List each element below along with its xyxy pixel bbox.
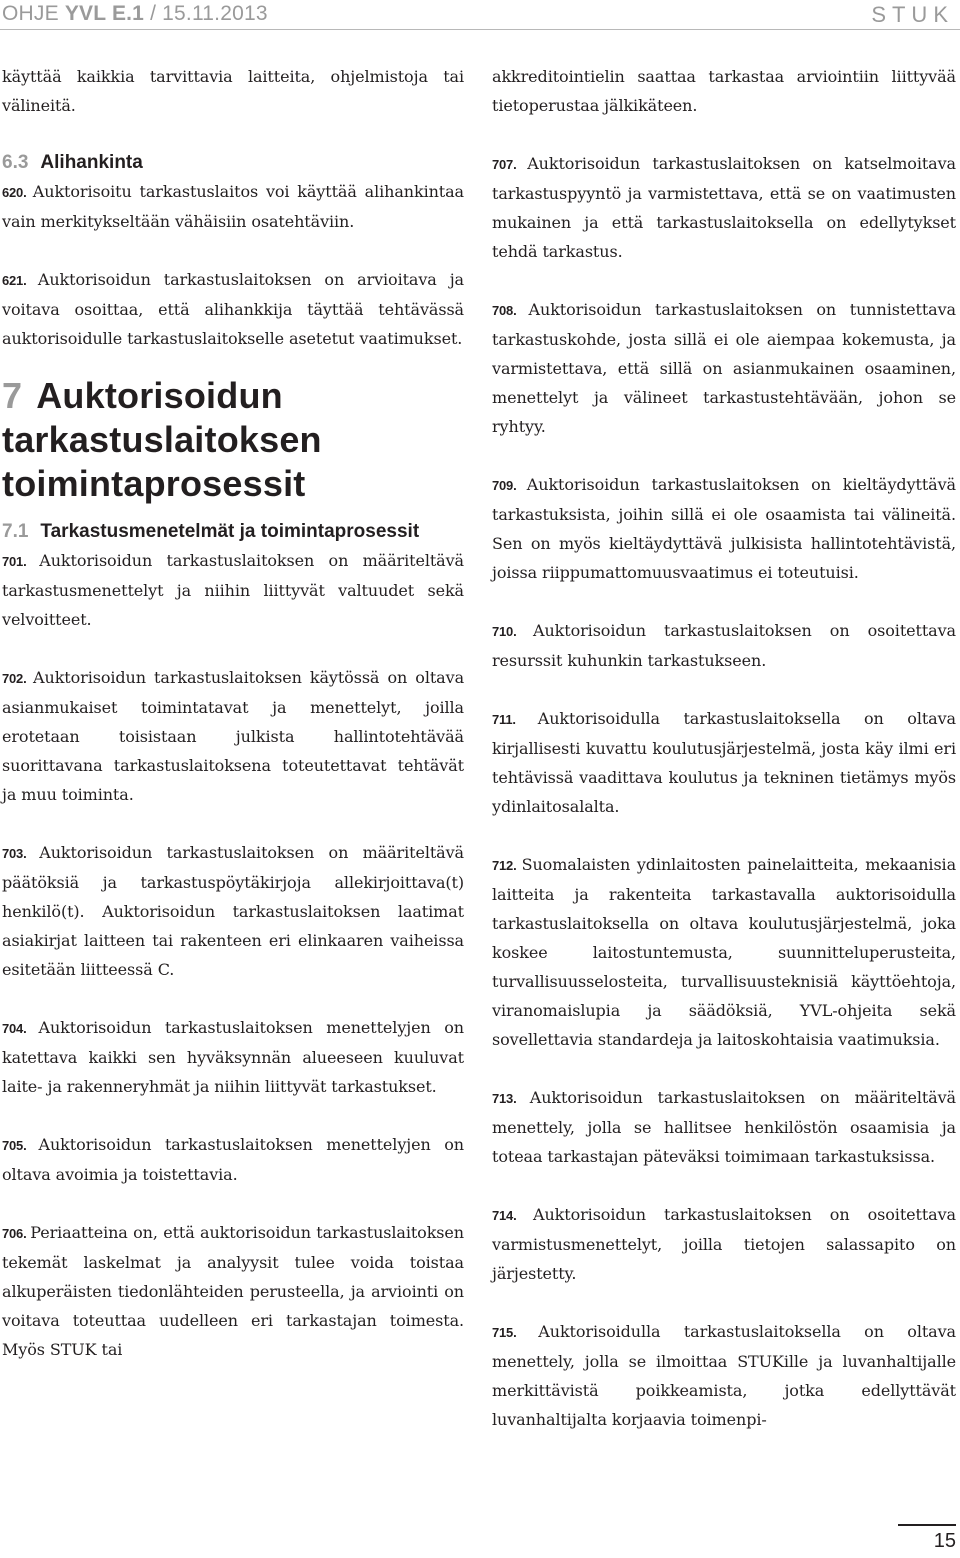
section-heading-6-3 [2, 149, 464, 177]
page-number: 15 [933, 1530, 956, 1552]
paragraph-number: 704 . [2, 1021, 39, 1036]
paragraph-703 [2, 838, 464, 984]
paragraph-number: 621 . [2, 273, 38, 288]
paragraph-text: Auktorisoidun tarkastuslaitoksen menettelyjen on katettava kaikki sen hyväksynnän alueeseen kuuluvat laite- ja rakenneryhmät ja niihin liittyvät tarkastukset. [2, 1018, 464, 1096]
paragraph-702 [2, 663, 464, 809]
section-heading-7-1 [2, 518, 464, 546]
paragraph-text: Auktorisoidun tarkastuslaitoksen on tunnistettava tarkastuskohde, josta sillä ei ole aiempaa kokemusta, ja varmistettava, että sillä on asianmukainen osaaminen, menettelyt ja välineet tarkastustehtävään, johon se ryhtyy. [492, 300, 956, 436]
paragraph-number: 715 . [492, 1325, 538, 1340]
paragraph-712 [492, 850, 956, 1054]
paragraph-number: 708 . [492, 303, 529, 318]
paragraph-710 [492, 616, 956, 675]
paragraph-text: Auktorisoidun tarkastuslaitoksen on määriteltävä päätöksiä ja tarkastuspöytäkirjoja allekirjoittava(t) henkilö(t). Auktorisoidun tarkastuslaitoksen laatimat asiakirjat laitteen tai rakenteen eri elinkaaren vaiheissa esitetään liitteessä C. [2, 843, 464, 979]
paragraph-text: Auktorisoidun tarkastuslaitoksen on määriteltävä tarkastusmenettelyt ja niihin liittyvät valtuudet sekä velvoitteet. [2, 551, 464, 629]
paragraph-704 [2, 1013, 464, 1101]
paragraph-text: Auktorisoidun tarkastuslaitoksen on osoitettava varmistusmenettelyt, joilla tietojen salassapito on järjestetty. [492, 1205, 956, 1283]
footer-rule [898, 1524, 956, 1526]
paragraph-number: 705 . [2, 1138, 39, 1153]
paragraph-text: Auktorisoidun tarkastuslaitoksen on määriteltävä menettely, jolla se hallitsee henkilöstön osaamisia ja toteaa tarkastajan päteväksi toimimaan tarkastuksissa. [492, 1088, 956, 1166]
section-number: 6.3 [2, 152, 29, 173]
chapter-title: Auktorisoidun tarkastuslaitoksen toimintaprosessit [2, 375, 322, 504]
section-title: Alihankinta [40, 152, 143, 173]
paragraph-714 [492, 1200, 956, 1288]
paragraph-text: Auktorisoidun tarkastuslaitoksen on katselmoitava tarkastuspyyntö ja varmistettava, että se on vaatimusten mukainen ja että tarkastuslaitoksella on edellytykset tehdä tarkastus. [492, 154, 956, 261]
section-title: Tarkastusmenetelmät ja toimintaprosessit [40, 521, 420, 542]
paragraph-number: 707 . [492, 157, 527, 172]
paragraph-715 [492, 1317, 956, 1434]
paragraph-709 [492, 470, 956, 587]
paragraph-text: Auktorisoidun tarkastuslaitoksen käytössä on oltava asianmukaiset toimintatavat ja menettelyt, joilla erotetaan toisistaan julkista hallintotehtävää suorittavana tarkastuslaitoksena toteutettavat tehtävät ja muu toiminta. [2, 668, 465, 804]
chapter-number: 7 [2, 375, 23, 416]
paragraph-number: 703 . [2, 846, 39, 861]
paragraph-number: 713 . [492, 1091, 530, 1106]
paragraph-620 [2, 177, 464, 236]
paragraph-707 [492, 149, 956, 266]
paragraph-text: Suomalaisten ydinlaitosten painelaitteita, mekaanisia laitteita ja rakenteita tarkastavalla auktorisoidulla tarkastuslaitoksella on oltava koulutusjärjestelmä, joka koskee laitostuntemusta, suunnitteluperusteita, turvallisuusselosteita, turvallisuusteknisiä käyttöehtoja, viranomaislupia ja säädöksiä, YVL-ohjeita sekä sovellettavia standardeja ja laitoskohtaisia vaatimuksia. [492, 855, 957, 1049]
paragraph-number: 620 . [2, 185, 33, 200]
paragraph-text: Auktorisoidun tarkastuslaitoksen menettelyjen on oltava avoimia ja toistettavia. [2, 1135, 464, 1184]
paragraph-text: Auktorisoidun tarkastuslaitoksen on osoitettava resurssit kuhunkin tarkastukseen. [492, 621, 956, 670]
continued-paragraph: käyttää kaikkia tarvittavia laitteita, ohjelmistoja tai välineitä. [2, 67, 464, 115]
page-header [0, 0, 960, 30]
paragraph-text: Auktorisoitu tarkastuslaitos voi käyttää alihankintaa vain merkitykseltään vähäisiin osatehtäviin. [2, 182, 464, 231]
paragraph-705 [2, 1130, 464, 1189]
chapter-heading-7 [2, 374, 464, 506]
left-column [2, 62, 464, 1364]
paragraph-number: 702 . [2, 671, 33, 686]
publisher-name: STUK [871, 2, 954, 27]
paragraph-text: Auktorisoidun tarkastuslaitoksen on arvioitava ja voitava osoittaa, että alihankkija täyttää tehtävässä auktorisoidulle tarkastuslaitokselle asetetut vaatimukset. [2, 270, 464, 348]
right-column [492, 62, 956, 1434]
paragraph-number: 712 . [492, 858, 522, 873]
paragraph-number: 711 . [492, 712, 538, 727]
paragraph-number: 701 . [2, 554, 39, 569]
header-separator: / [144, 2, 163, 25]
continued-paragraph: akkreditointielin saattaa tarkastaa arviointiin liittyvää tietoperustaa jälkikäteen. [492, 67, 956, 115]
paragraph-number: 710 . [492, 624, 533, 639]
paragraph-number: 709 . [492, 478, 527, 493]
paragraph-706 [2, 1218, 464, 1364]
paragraph-708 [492, 295, 956, 441]
paragraph-text: Auktorisoidulla tarkastuslaitoksella on oltava kirjallisesti kuvattu koulutusjärjestelmä, josta käy ilmi eri tehtävissä vaadittava koulutus ja tekninen tietämys myös ydinlaitosalalta. [492, 709, 956, 816]
paragraph-711 [492, 704, 956, 821]
paragraph-number: 706 . [2, 1226, 30, 1241]
paragraph-text: Auktorisoidun tarkastuslaitoksen on kieltäydyttävä tarkastuksista, joihin sillä ei ole osaamista tai välineitä. Sen on myös kieltäydyttävä julkisista hallintotehtävistä, joissa riippumattomuusvaatimus ei toteutuisi. [492, 475, 956, 582]
doc-date: 15.11.2013 [162, 2, 268, 25]
document-identifier [2, 2, 268, 26]
paragraph-701 [2, 546, 464, 634]
doc-id: YVL E.1 [64, 2, 145, 25]
doc-code: OHJE [2, 2, 65, 25]
section-number: 7.1 [2, 521, 29, 542]
paragraph-text: Auktorisoidulla tarkastuslaitoksella on oltava menettely, jolla se ilmoittaa STUKille ja luvanhaltijalle merkittävistä poikkeamista, jotka edellyttävät luvanhaltijalta korjaavia toimenpi- [492, 1322, 956, 1429]
paragraph-text: Periaatteina on, että auktorisoidun tarkastuslaitoksen tekemät laskelmat ja analyysit tulee voida toistaa alkuperäisten tiedonlähteiden perusteella, ja arviointi on voitava toteuttaa uudelleen eri tarkastajan toimesta. Myös STUK tai [2, 1223, 464, 1359]
paragraph-number: 714 . [492, 1208, 533, 1223]
paragraph-713 [492, 1083, 956, 1171]
paragraph-621 [2, 265, 464, 353]
